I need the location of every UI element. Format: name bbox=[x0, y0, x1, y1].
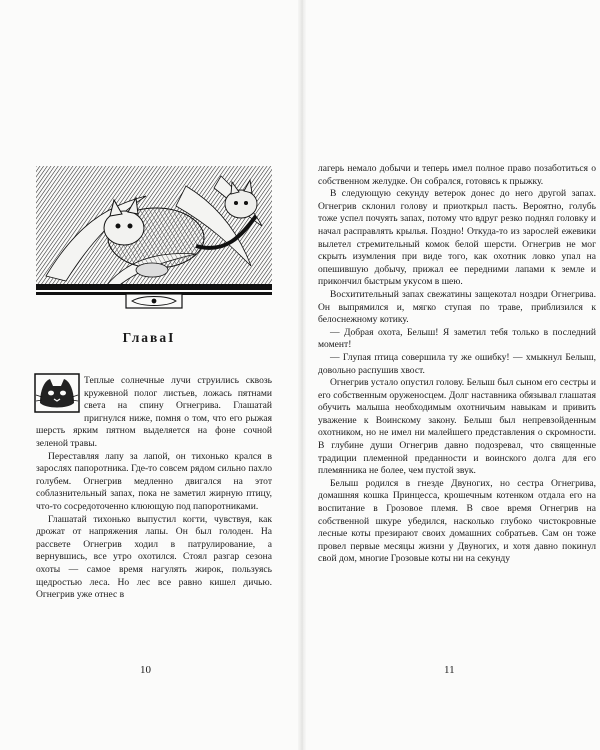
paragraph: Глашатай тихонько выпустил когти, чувствуя, как дрожат от напряжения лапы. Он был голоден. На рассвете Огнегрив ходил в патрулирование, а вернувшись, все утро охотился. Стоял разгар сезона охоты — самое время нагулять жирок, пользуясь щедростью леса. Но лес все равно кишел дичью. Огнегрив уже отнес в bbox=[36, 513, 272, 601]
paragraph: Теплые солнечные лучи струились сквозь кружевной полог листьев, ложась пятнами света на спину Огнегрива. Глашатай пригнулся ниже, помня о том, что его рыжая шерсть ярким пятном выделяется на фоне сочной зеленой травы. bbox=[36, 375, 272, 449]
page-number: 10 bbox=[140, 664, 151, 676]
chapter-illustration bbox=[36, 166, 272, 316]
paragraph: Переставляя лапу за лапой, он тихонько крался в зарослях папоротника. Где-то совсем рядом сильно пахло голубем. Огнегрив медленно двигался на этот соблазнительный запах, пока не заметил жирную птицу, что-то сосредоточенно клюющую под папоротниками. bbox=[36, 450, 272, 512]
left-page-text bbox=[36, 375, 272, 602]
right-page-text bbox=[318, 163, 596, 566]
paragraph: — Глупая птица совершила ту же ошибку! — хмыкнул Белыш, довольно распушив хвост. bbox=[318, 351, 596, 376]
paragraph: В следующую секунду ветерок донес до него другой запах. Огнегрив склонил голову и приоткрыл пасть. Вероятно, голубь тоже успел почуять запах, потому что вдруг резко поднял головку и начал расправлять крылья. Поздно! Откуда-то из зарослей ежевики вылетел стремительный комок белой шерсти. Огнегрив не мог скрыть изумления при виде того, как охотник ловко упал на опешившую добычу, прижал ее передними лапами к земле и прикончил быстрым укусом в шею. bbox=[318, 188, 596, 288]
right-page bbox=[306, 0, 600, 750]
book-gutter bbox=[298, 0, 306, 750]
paragraph: Огнегрив устало опустил голову. Белыш был сыном его сестры и его собственным оруженосцем. Долг наставника обязывал глашатая обучить малыша необходимым охотничьим навыкам и привить уважение к Воинскому закону. Белыш был непревзойденным охотником, но не имел ни малейшего представления о скромности. В глубине души Огнегрив давно подозревал, что священные традиции племенной преданности и воинского долга для его племянника не более, чем пустой звук. bbox=[318, 377, 596, 477]
paragraph: лагерь немало добычи и теперь имел полное право позаботиться о собственном желудке. Он собрался, готовясь к прыжку. bbox=[318, 163, 596, 187]
paragraph: — Добрая охота, Белыш! Я заметил тебя только в последний момент! bbox=[318, 326, 596, 351]
chapter-heading: ГлаваI bbox=[122, 330, 176, 345]
paragraph: Белыш родился в гнезде Двуногих, но сестра Огнегрива, домашняя кошка Принцесса, крошечным котенком отдала его на воспитание в Грозовое племя. В свое время Огнегрив на собственной шкуре убедился, насколько глубоко чистокровные лесные коты презирают своих домашних собратьев. Сам он тоже провел первые месяцы жизни у Двуногих, и хотя давно покинул свой дом, многие Грозовые коты ни на секунду bbox=[318, 477, 596, 565]
left-page bbox=[0, 0, 298, 750]
page-number: 11 bbox=[444, 664, 455, 676]
paragraph: Восхитительный запах свежатины защекотал ноздри Огнегрива. Он выпрямился и, мягко ступая по траве, приблизился к белоснежному котику. bbox=[318, 288, 596, 326]
